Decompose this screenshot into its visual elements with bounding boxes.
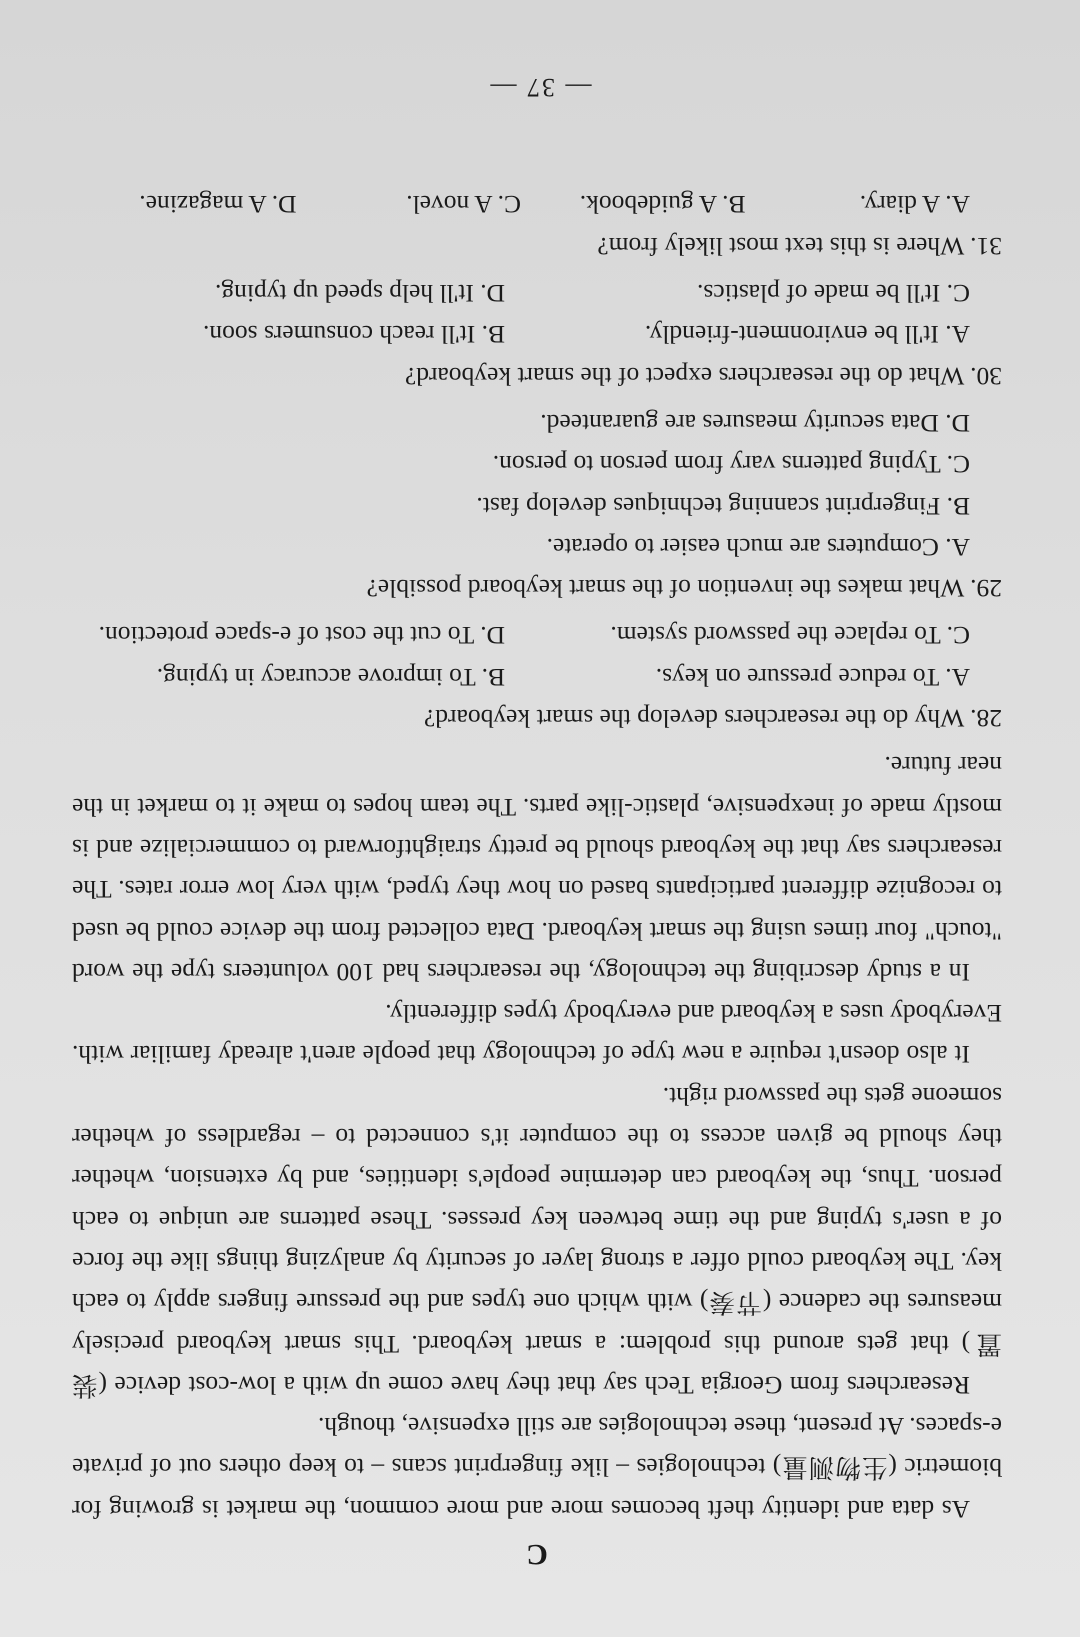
passage-paragraph-1: As data and identity theft becomes more and more common, the market is growing for biometric (生物测量) technologies – like fingerprint scans – to keep others out of private e-spaces. At present, these technologies are still expensive, though. bbox=[72, 1412, 1002, 1524]
option-c: C. To replace the password system. bbox=[610, 621, 970, 651]
option-row bbox=[72, 184, 1002, 225]
page-number: — 37 — bbox=[488, 73, 592, 102]
question-text bbox=[72, 355, 1002, 396]
option-d: D. Data security measures are guaranteed. bbox=[540, 408, 970, 438]
option-row bbox=[72, 314, 1002, 355]
option-a: A. To reduce pressure on keys. bbox=[655, 662, 970, 692]
passage-paragraph-3: It also doesn't require a new type of technology that people aren't already familiar with. Everybody uses a keyboard and everybody types differently. bbox=[72, 999, 1002, 1070]
option-c: C. It'll be made of plastics. bbox=[697, 279, 970, 309]
question-text bbox=[72, 226, 1002, 267]
page-content bbox=[72, 184, 1002, 1575]
question-stem: What makes the invention of the smart keyboard possible? bbox=[366, 574, 965, 604]
question-text bbox=[72, 698, 1002, 739]
option-a: A. A diary. bbox=[859, 190, 970, 220]
option-b: B. It'll reach consumers soon. bbox=[202, 320, 505, 350]
section-label: C bbox=[526, 1538, 548, 1571]
question-number: 29. bbox=[970, 574, 1002, 604]
question-stem: Why do the researchers develop the smart keyboard? bbox=[423, 704, 965, 734]
option-b: B. To improve accuracy in typing. bbox=[156, 662, 505, 692]
question-number: 31. bbox=[970, 231, 1002, 261]
passage-paragraph-4: In a study describing the technology, the researchers had 100 volunteers type the word "touch" four times using the smart keyboard. Data collected from the device could be used to recognize different participants based on how they typed, with very low error rates. The researchers say that the keyboard should be pretty straightforward to commercialize and is mostly made of inexpensive, plastic-like parts. The team hopes to make it to market in the near future. bbox=[72, 751, 1002, 987]
option-row bbox=[72, 656, 1002, 697]
option-a: A. It'll be environment-friendly. bbox=[644, 320, 970, 350]
question-number: 30. bbox=[970, 361, 1002, 391]
question-text bbox=[72, 568, 1002, 609]
question-stem: What do the researchers expect of the smart keyboard? bbox=[404, 361, 965, 391]
option-d: D. To cut the cost of e-space protection. bbox=[98, 621, 505, 651]
option-c: C. Typing patterns vary from person to person. bbox=[492, 450, 970, 480]
question-30 bbox=[72, 273, 1002, 397]
question-number: 28. bbox=[970, 704, 1002, 734]
option-row bbox=[72, 273, 1002, 314]
question-stem: Where is this text most likely from? bbox=[597, 231, 965, 261]
option-a: A. Computers are much easier to operate. bbox=[546, 532, 970, 562]
option-row bbox=[72, 615, 1002, 656]
question-28 bbox=[72, 615, 1002, 739]
option-b: B. Fingerprint scanning techniques develop fast. bbox=[476, 491, 970, 521]
question-29 bbox=[72, 403, 1002, 609]
option-d: D. It'll help speed up typing. bbox=[214, 279, 505, 309]
passage-paragraph-2: Researchers from Georgia Tech say that they have come up with a low-cost device (装置) that gets around this problem: a smart keyboard. This smart keyboard precisely measures the cadence (节奏) with which one types and the pressure fingers apply to each key. The keyboard could offer a strong layer of security by analyzing things like the force of a user's typing and the time between key presses. These patterns are unique to each person. Thus, the keyboard can determine people's identities, and by extension, whether they should be given access to the computer it's connected to – regardless of whether someone gets the password right. bbox=[72, 1081, 1002, 1400]
option-c: C. A novel. bbox=[406, 190, 521, 220]
option-d: D. A magazine. bbox=[139, 190, 297, 220]
option-b: B. A guidebook. bbox=[579, 190, 746, 220]
question-31 bbox=[72, 184, 1002, 267]
